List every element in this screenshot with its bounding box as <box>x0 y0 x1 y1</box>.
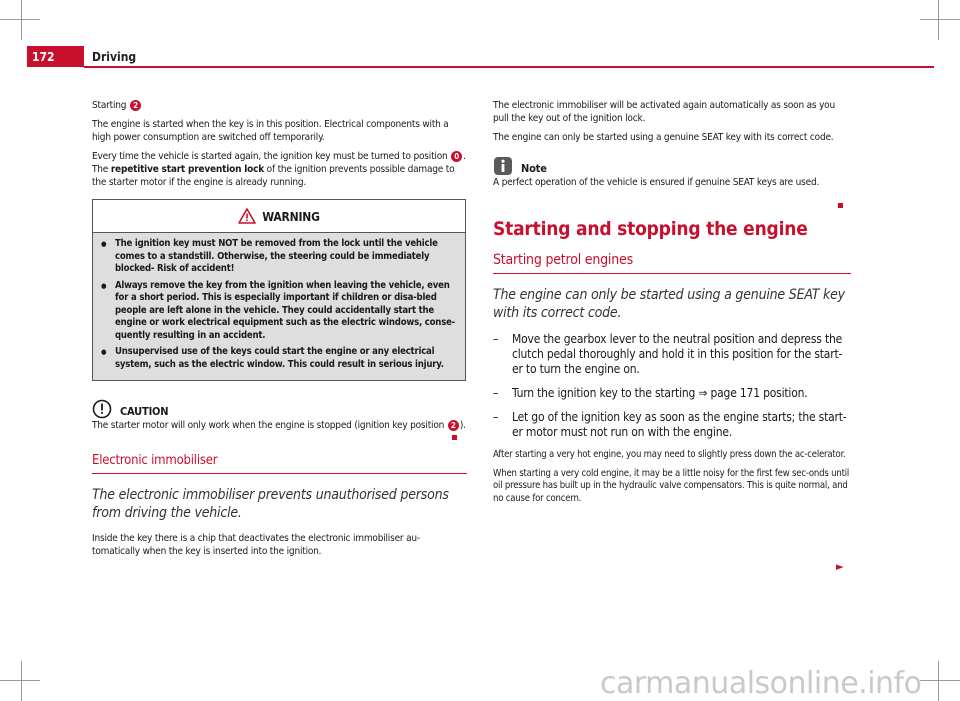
paragraph: Inside the key there is a chip that deactivates the electronic immobiliser au-tomatically when the key is inserted into the ignition. <box>92 533 420 557</box>
crop-mark <box>938 661 939 701</box>
header-rule <box>84 66 934 68</box>
caution-text: The starter motor will only work when the engine is stopped (ignition key position 2 ). <box>92 420 466 431</box>
warning-box <box>92 199 466 381</box>
paragraph: After starting a very hot engine, you may need to slightly press down the ac-celerator. <box>493 449 846 460</box>
continue-arrow-icon: ► <box>836 560 844 573</box>
paragraph: When starting a very cold engine, it may be a little noisy for the first few sec-onds until oil pressure has built up in the hydraulic valve compensators. This is quite normal, and no cause for concern. <box>493 467 850 504</box>
position-badge: 2 <box>130 100 141 111</box>
section-title: Driving <box>92 50 137 64</box>
section-end-mark <box>452 435 457 440</box>
crop-mark <box>0 680 40 681</box>
section-end-mark <box>838 203 843 208</box>
crop-mark <box>0 19 40 20</box>
paragraph: The engine can only be started using a genuine SEAT key with its correct code. <box>493 132 834 143</box>
right-column <box>493 99 851 511</box>
caution-heading: CAUTION <box>92 399 467 419</box>
warning-body <box>93 233 465 380</box>
watermark: carmanualsonline.info <box>600 666 922 701</box>
note-text: A perfect operation of the vehicle is ensured if genuine SEAT keys are used. <box>493 177 820 188</box>
step-item: – Turn the ignition key to the starting ⇒ page 171 position. <box>493 386 851 401</box>
paragraph: The electronic immobiliser will be activated again automatically as soon as you pull the key out of the ignition lock. <box>493 100 835 124</box>
exclamation-circle-icon <box>92 399 112 419</box>
note-heading: Note <box>493 156 851 176</box>
paragraph: Every time the vehicle is started again, the ignition key must be turned to position 0 . The repetitive start prevention lock of the ignition prevents possible damage to the starter motor if the engine is already running. <box>92 151 466 188</box>
warning-item: ● Unsupervised use of the keys could start the engine or any electrical system, such as the electric window. This could result in serious injury. <box>101 346 457 371</box>
immobiliser-heading: Electronic immobiliser <box>92 454 467 474</box>
crop-mark <box>938 0 939 40</box>
immobiliser-lead: The electronic immobiliser prevents unauthorised persons from driving the vehicle. <box>92 487 449 521</box>
info-note-icon <box>493 156 513 176</box>
crop-mark <box>21 0 22 40</box>
warning-header: WARNING <box>93 200 465 233</box>
step-item: – Let go of the ignition key as soon as the engine starts; the start-er motor must not run on with the engine. <box>493 410 851 440</box>
starting-heading: Starting 2 <box>92 99 467 112</box>
position-badge: 2 <box>448 420 459 431</box>
page-number: 172 <box>27 46 84 67</box>
left-column <box>92 99 467 564</box>
crop-mark <box>920 19 960 20</box>
chapter-title: Starting and stopping the engine <box>493 218 808 240</box>
paragraph: The engine is started when the key is in this position. Electrical components with a high power consumption are switched off temporarily. <box>92 119 449 143</box>
warning-item: ● The ignition key must NOT be removed from the lock until the vehicle comes to a standstill. Otherwise, the steering could be immediately blocked- Risk of accident! <box>101 238 457 276</box>
petrol-lead: The engine can only be started using a genuine SEAT key with its correct code. <box>493 287 845 321</box>
warning-triangle-icon <box>238 208 256 224</box>
step-item: – Move the gearbox lever to the neutral position and depress the clutch pedal thoroughly and hold it in this position for the start-er to turn the engine on. <box>493 332 851 377</box>
crop-mark <box>21 661 22 701</box>
position-badge: 0 <box>451 151 462 162</box>
petrol-heading: Starting petrol engines <box>493 254 851 274</box>
crop-mark <box>920 680 960 681</box>
warning-item: ● Always remove the key from the ignition when leaving the vehicle, even for a short period. This is especially important if children or disa-bled people are left alone in the vehicle. They could accidentally start the engine or work electrical equipment such as the electric windows, conse-quently resulting in an accident. <box>101 280 457 343</box>
